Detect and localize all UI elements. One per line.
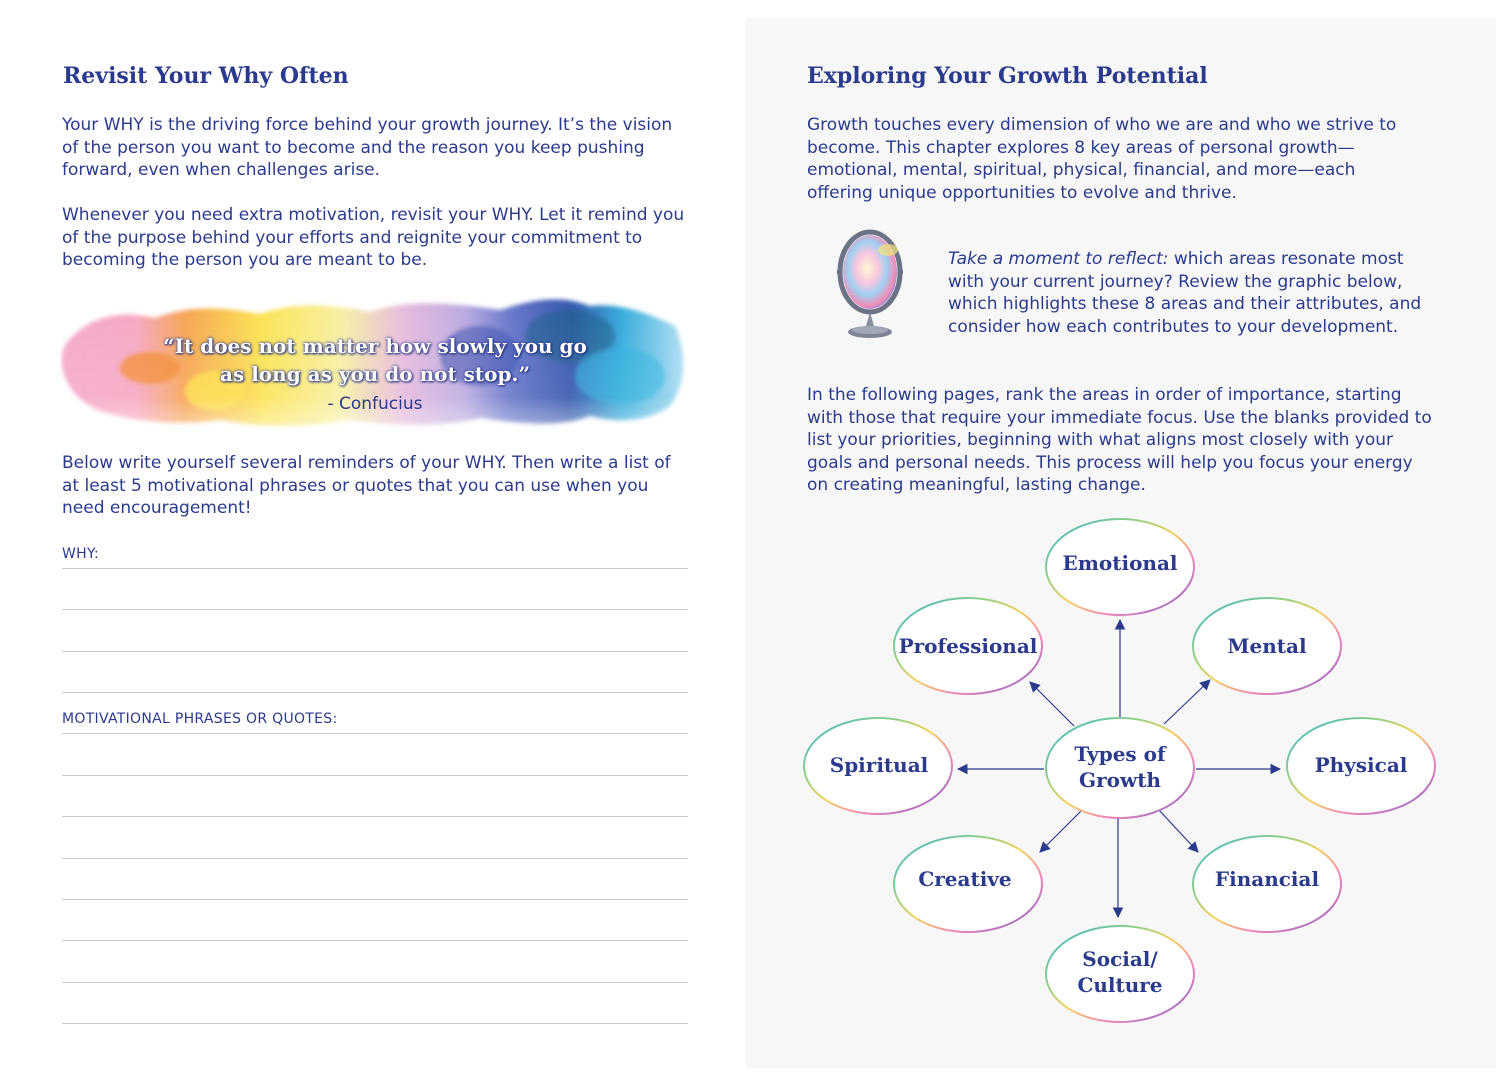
- quote-line-2: as long as you do not stop.”: [220, 362, 530, 386]
- reflect-paragraph: [948, 248, 1438, 338]
- phrase-line[interactable]: [62, 775, 688, 776]
- node-financial: Financial: [1214, 867, 1320, 891]
- node-physical: Physical: [1314, 753, 1408, 777]
- node-mental: Mental: [1227, 634, 1307, 658]
- left-instructions-paragraph: Below write yourself several reminders of your WHY. Then write a list of at least 5 motivational phrases or quotes that you can use when you need encouragement!: [62, 453, 671, 519]
- left-motivation-paragraph: Whenever you need extra motivation, revisit your WHY. Let it remind you of the purpose behind your efforts and reignite your commitment to becoming the person you are meant to be.: [62, 205, 685, 271]
- phrase-line[interactable]: [62, 858, 688, 859]
- why-line[interactable]: [62, 609, 688, 610]
- why-line[interactable]: [62, 692, 688, 693]
- why-line[interactable]: [62, 651, 688, 652]
- phrase-line[interactable]: [62, 940, 688, 941]
- node-professional: Professional: [898, 634, 1038, 658]
- phrase-line[interactable]: [62, 733, 688, 734]
- mirror-icon: [822, 220, 922, 345]
- node-social-line-2: Culture: [1077, 973, 1163, 997]
- phrases-label: MOTIVATIONAL PHRASES OR QUOTES:: [62, 711, 338, 727]
- node-emotional: Emotional: [1062, 551, 1178, 575]
- quote-text: [60, 332, 690, 388]
- node-social-line-1: Social/: [1082, 947, 1158, 971]
- phrase-line[interactable]: [62, 1023, 688, 1024]
- quote-line-1: “It does not matter how slowly you go: [163, 334, 587, 358]
- intro-text-c: —emotional, mental, spiritual, physical, financial, and more—each offering unique opportunities to evolve and thrive.: [807, 137, 1356, 203]
- intro-text-a: Growth touches every dimension of who we are and who we strive to become. This chapter explores: [807, 115, 1397, 158]
- right-intro-paragraph: [807, 114, 1407, 204]
- types-of-growth-diagram: [796, 512, 1446, 1032]
- node-center-types-of-growth: [1045, 741, 1195, 793]
- phrase-line[interactable]: [62, 982, 688, 983]
- ranking-paragraph: In the following pages, rank the areas in order of importance, starting with those that require your immediate focus. Use the blanks provided to list your priorities, beginning with what aligns most closely with your goals and personal needs. This process will help you focus your energy on creating meaningful, lasting change.: [807, 385, 1432, 496]
- why-label: WHY:: [62, 546, 99, 562]
- quote-author: - Confucius: [327, 394, 423, 414]
- quote-banner: [60, 296, 690, 431]
- center-line-1: Types of: [1074, 742, 1166, 766]
- left-intro-paragraph: Your WHY is the driving force behind your growth journey. It’s the vision of the person you want to become and the reason you keep pushing forward, even when challenges arise.: [62, 115, 673, 181]
- why-line[interactable]: [62, 568, 688, 569]
- node-social-culture: [1045, 946, 1195, 998]
- phrase-line[interactable]: [62, 899, 688, 900]
- phrase-line[interactable]: [62, 816, 688, 817]
- node-spiritual: Spiritual: [829, 753, 929, 777]
- intro-text-emphasis: 8 key areas of personal growth: [1074, 137, 1338, 158]
- reflect-rest: which areas resonate most with your current journey? Review the graphic below, which highlights these 8 areas and their attributes, and consider how each contributes to your development.: [948, 249, 1422, 337]
- node-creative: Creative: [918, 867, 1012, 891]
- right-page-title: Exploring Your Growth Potential: [807, 63, 1208, 89]
- center-line-2: Growth: [1079, 768, 1161, 792]
- reflect-lead: Take a moment to reflect:: [948, 249, 1169, 269]
- left-page-title: Revisit Your Why Often: [63, 63, 349, 89]
